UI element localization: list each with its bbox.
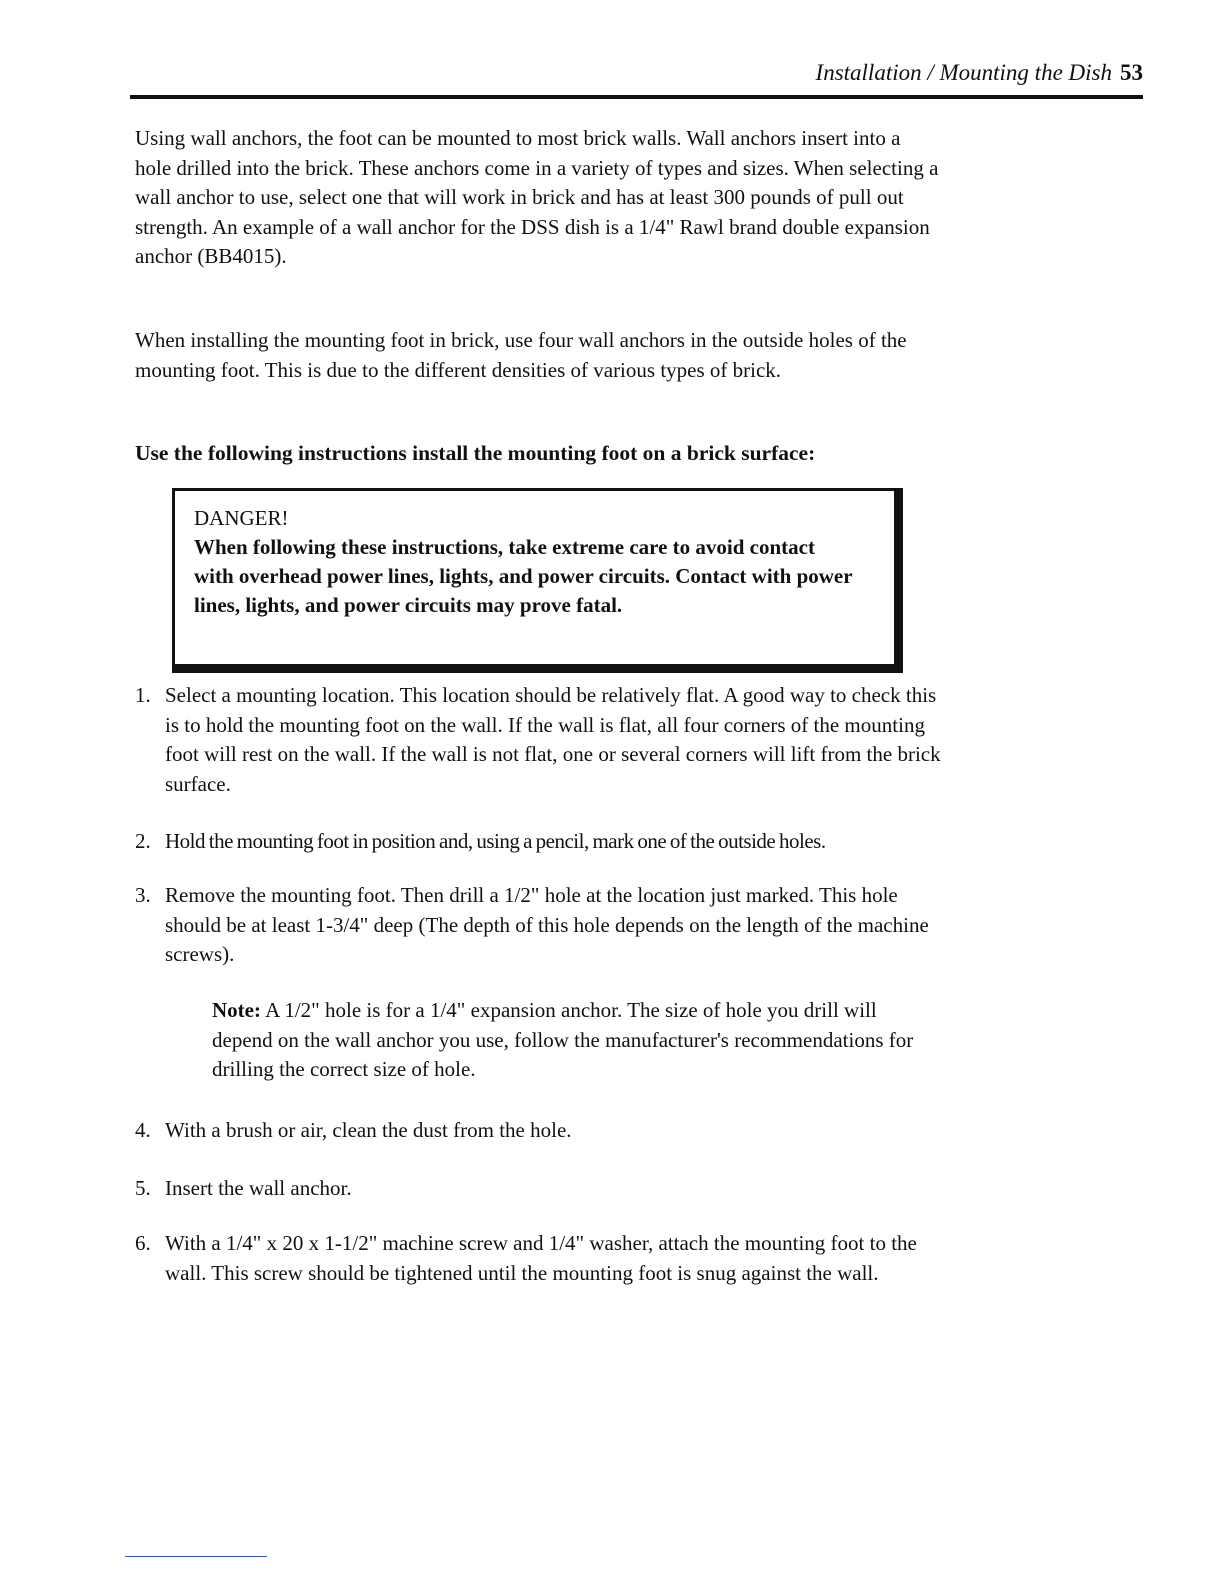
- section-heading: Use the following instructions install the mounting foot on a brick surface:: [135, 441, 816, 465]
- danger-body: When following these instructions, take extreme care to avoid contact with overhead power lines, lights, and power circuits. Contact with power lines, lights, and power circuits may prove fatal.: [194, 535, 853, 617]
- step-item: [135, 881, 945, 970]
- danger-callout: [172, 488, 903, 673]
- note-paragraph: [212, 996, 942, 1085]
- step-item: [135, 1174, 945, 1204]
- step-text: Hold the mounting foot in position and, using a pencil, mark one of the outside holes.: [165, 829, 826, 853]
- step-number: 1.: [135, 683, 151, 707]
- intro-paragraph: Using wall anchors, the foot can be mounted to most brick walls. Wall anchors insert into a hole drilled into the brick. These anchors come in a variety of types and sizes. When selecting a wall anchor to use, select one that will work in brick and has at least 300 pounds of pull out strength. An example of a wall anchor for the DSS dish is a 1/4" Rawl brand double expansion anchor (BB4015).: [135, 126, 939, 268]
- step-number: 2.: [135, 829, 151, 853]
- step-text: Select a mounting location. This location should be relatively flat. A good way to check this is to hold the mounting foot on the wall. If the wall is flat, all four corners of the mounting foot will rest on the wall. If the wall is not flat, one or several corners will lift from the brick surface.: [165, 683, 941, 796]
- step-number: 6.: [135, 1231, 151, 1255]
- step-text: Remove the mounting foot. Then drill a 1/2" hole at the location just marked. This hole should be at least 1-3/4" deep (The depth of this hole depends on the length of the machine screws).: [165, 883, 929, 966]
- step-item: [135, 681, 945, 799]
- running-header: [816, 60, 1143, 86]
- note-text: A 1/2" hole is for a 1/4" expansion anchor. The size of hole you drill will depend on the wall anchor you use, follow the manufacturer's recommendations for drilling the correct size of hole.: [212, 998, 914, 1081]
- footer-rule: [125, 1556, 267, 1557]
- step-text: With a 1/4" x 20 x 1-1/2" machine screw and 1/4" washer, attach the mounting foot to the wall. This screw should be tightened until the mounting foot is snug against the wall.: [165, 1231, 917, 1285]
- step-number: 5.: [135, 1176, 151, 1200]
- step-text: Insert the wall anchor.: [165, 1176, 352, 1200]
- step-item: [135, 1229, 945, 1288]
- danger-title: DANGER!: [194, 506, 289, 530]
- page-number: 53: [1120, 60, 1143, 85]
- page-header: [130, 60, 1143, 100]
- chapter-title: Installation / Mounting the Dish: [815, 60, 1112, 85]
- step-item: [135, 1116, 945, 1146]
- step-number: 4.: [135, 1118, 151, 1142]
- brick-anchor-paragraph: When installing the mounting foot in brick, use four wall anchors in the outside holes of the mounting foot. This is due to the different densities of various types of brick.: [135, 328, 907, 382]
- header-rule: [130, 95, 1143, 99]
- note-label: Note:: [212, 998, 261, 1022]
- step-text: With a brush or air, clean the dust from the hole.: [165, 1118, 572, 1142]
- step-item: [135, 827, 945, 857]
- step-number: 3.: [135, 883, 151, 907]
